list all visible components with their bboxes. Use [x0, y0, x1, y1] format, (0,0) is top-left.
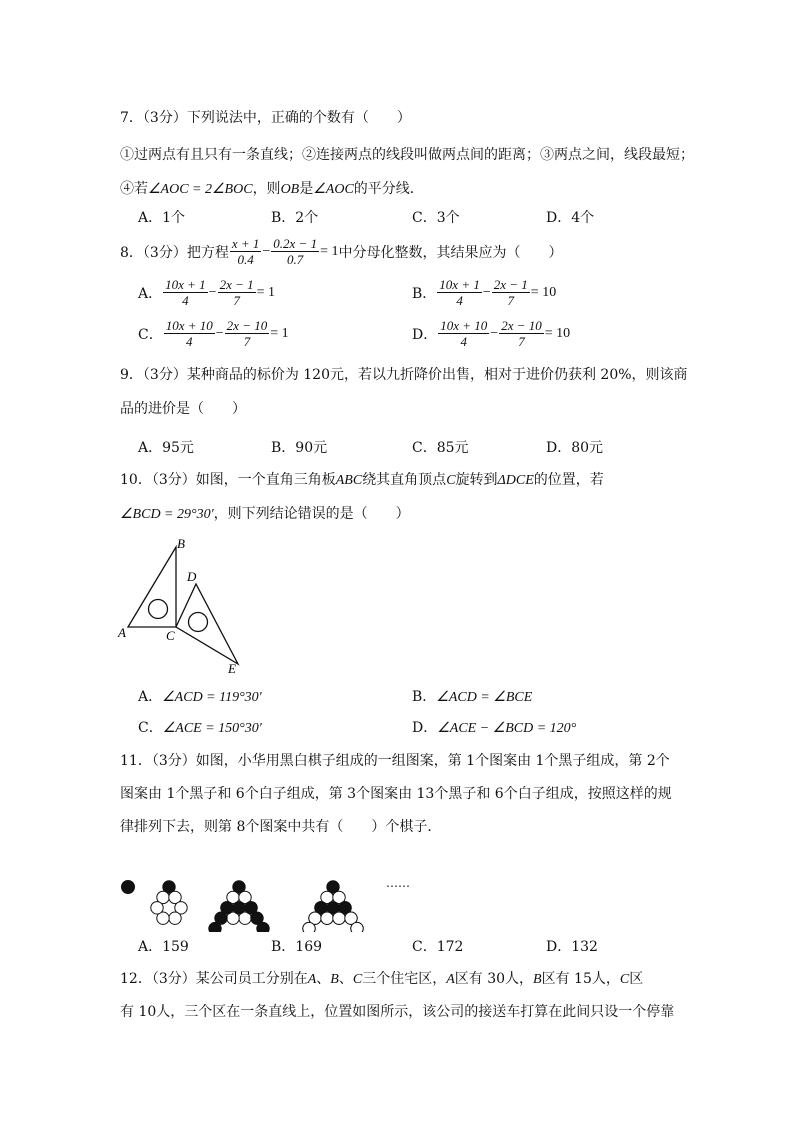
- black-stone: [215, 912, 227, 924]
- q11-ellipsis: ……: [386, 876, 410, 890]
- q10-a-label: A．: [138, 689, 163, 705]
- q7-line2-b: ，则: [252, 181, 281, 197]
- q8-d-d1: 4: [460, 334, 467, 349]
- q7-math-2: OB: [280, 182, 300, 197]
- q8-stem-a: 8．（3分）把方程: [120, 244, 229, 261]
- q12-line1-a: 12．（3分）某公司员工分别在: [120, 971, 308, 987]
- white-stone: [321, 912, 333, 924]
- black-stone: [122, 881, 135, 894]
- q7-option-c[interactable]: C．3个: [412, 210, 460, 226]
- q10-line2: [120, 503, 410, 523]
- q10-b-label: B．: [412, 689, 437, 705]
- q7-line2-c: 是: [299, 181, 314, 197]
- q8-c-d2: 7: [243, 334, 251, 349]
- q8-b-frac2: [492, 277, 530, 308]
- q10-a-math: ∠ACD = 119°30′: [162, 690, 262, 705]
- q8-c-frac2: [225, 318, 270, 349]
- q8-b-minus: −: [482, 284, 491, 300]
- q8-option-d[interactable]: [412, 318, 570, 349]
- triangle-abc: [128, 547, 176, 627]
- q9-option-d[interactable]: D．80元: [546, 440, 604, 456]
- q12-line1: [120, 968, 643, 988]
- q12-m-c: C: [352, 972, 363, 987]
- q10-line1-a: 10．（3分）如图，一个直角三角板: [120, 472, 336, 488]
- q7-line2-a: ④若: [120, 181, 148, 197]
- q10-d-label: D．: [412, 720, 438, 736]
- q8-b-label: B．: [412, 285, 437, 302]
- q10-b-math: ∠ACD = ∠BCE: [436, 690, 533, 705]
- q8-option-a[interactable]: [138, 277, 275, 308]
- q12-line1-b: 三个住宅区，: [362, 971, 447, 987]
- q10-math-dce: ΔDCE: [497, 473, 534, 488]
- q9-option-c[interactable]: C．85元: [412, 440, 469, 456]
- q10-option-b[interactable]: [412, 686, 532, 706]
- q12-line1-d: 区有 15人，: [541, 971, 620, 987]
- q12-sep2: 、: [338, 971, 353, 987]
- q10-math-abc: ABC: [335, 473, 363, 488]
- q8-d-minus: −: [490, 325, 499, 341]
- black-stone: [233, 902, 245, 914]
- triangle-abc-hole: [149, 600, 168, 619]
- label-e: E: [228, 661, 236, 676]
- q8-d-n2: 2x − 10: [501, 318, 542, 333]
- q8-option-c[interactable]: [138, 318, 289, 349]
- q12-m-c2: C: [619, 972, 630, 987]
- q8-minus: −: [262, 243, 271, 259]
- q12-line1-c: 区有 30人，: [454, 971, 534, 987]
- q10-option-d[interactable]: [412, 717, 576, 737]
- q8-a-frac2: [218, 277, 256, 308]
- q8-a-n1: 10x + 1: [165, 277, 206, 292]
- q9-option-b[interactable]: B．90元: [271, 440, 328, 456]
- q8-b-frac1: [437, 277, 482, 308]
- q8-fraction-1: [230, 236, 262, 267]
- q12-line1-e: 区: [629, 971, 644, 987]
- q10-line2-a: ，则下列结论错误的是（ ）: [213, 506, 410, 522]
- q9-line1: 9．（3分）某种商品的标价为 120元，若以九折降价出售，相对于进价仍获利 20%，则该商: [120, 367, 688, 383]
- q7-math-3: ∠AOC: [313, 182, 354, 197]
- white-stone: [169, 912, 181, 924]
- q8-d-d2: 7: [518, 334, 525, 349]
- q7-option-a[interactable]: A．1个: [138, 210, 186, 226]
- q10-line1: [120, 469, 604, 489]
- q8-a-label: A．: [138, 285, 163, 302]
- q8-c-n2: 2x − 10: [226, 318, 268, 333]
- q10-line1-d: 的位置，若: [533, 472, 604, 488]
- q10-d-math: ∠ACE − ∠BCD = 120°: [437, 721, 577, 736]
- q11-option-d[interactable]: D．132: [546, 939, 598, 955]
- q12-m-a: A: [307, 972, 317, 987]
- q10-c-label: C．: [138, 720, 163, 736]
- q8-b-n2: 2x − 1: [493, 277, 528, 292]
- q8-a-minus: −: [208, 284, 217, 300]
- q10-c-math: ∠ACE = 150°30′: [162, 721, 262, 736]
- q8-c-frac1: [164, 318, 215, 349]
- label-b: B: [177, 536, 185, 551]
- q8-b-d1: 4: [456, 293, 463, 308]
- triangle-dce-hole: [189, 613, 208, 632]
- q7-line1: ①过两点有且只有一条直线；②连接两点的线段叫做两点间的距离；③两点之间，线段最短；: [120, 147, 694, 163]
- q8-d-label: D．: [412, 326, 438, 343]
- q8-b-n1: 10x + 1: [439, 277, 480, 292]
- q8-c-d1: 4: [185, 334, 193, 349]
- q8-option-b[interactable]: [412, 277, 556, 308]
- q10-math-c: C: [446, 473, 456, 488]
- q11-line3: 律排列下去，则第 8个图案中共有（ ）个棋子．: [120, 819, 442, 835]
- q12-line2: 有 10人，三个区在一条直线上，位置如图所示，该公司的接送车打算在此间只设一个停靠: [120, 1004, 675, 1020]
- q10-option-a[interactable]: [138, 686, 262, 706]
- white-stone: [151, 902, 163, 914]
- q11-line2: 图案由 1个黑子和 6个白子组成，第 3个图案由 13个黑子和 6个白子组成，按照这样的规: [120, 786, 672, 802]
- q8-stem: [120, 236, 562, 267]
- q8-d-rhs: = 10: [544, 325, 571, 341]
- q8-c-rhs: = 1: [270, 325, 289, 341]
- q8-a-rhs: = 1: [256, 284, 276, 300]
- q8-f1-num: x + 1: [231, 236, 260, 251]
- q8-a-frac1: [163, 277, 208, 308]
- q8-d-n1: 10x + 10: [440, 318, 488, 333]
- label-c: C: [166, 628, 175, 643]
- q7-line2-d: 的平分线．: [353, 181, 424, 197]
- q11-option-c[interactable]: C．172: [412, 939, 464, 955]
- black-stone: [257, 922, 269, 932]
- q12-m-b: B: [330, 972, 339, 987]
- q11-line1: 11．（3分）如图，小华用黑白棋子组成的一组图案，第 1个图案由 1个黑子组成，第 2个: [120, 753, 670, 769]
- q12-m-b2: B: [533, 972, 542, 987]
- q8-fraction-2: [271, 236, 319, 267]
- q10-option-c[interactable]: [138, 717, 262, 737]
- q9-option-a[interactable]: A．95元: [138, 440, 194, 456]
- q10-line1-b: 绕其直角顶点: [362, 472, 447, 488]
- q8-c-label: C．: [138, 326, 163, 343]
- q8-f1-den: 0.4: [237, 252, 254, 267]
- q7-stem: 7．（3分）下列说法中，正确的个数有（ ）: [120, 110, 411, 126]
- white-stone: [333, 912, 345, 924]
- q8-b-d2: 7: [507, 293, 515, 308]
- q7-option-b[interactable]: B．2个: [271, 210, 319, 226]
- q8-d-frac1: [438, 318, 489, 349]
- q10-triangle-figure: [110, 532, 260, 677]
- q8-eq: = 1: [320, 243, 339, 259]
- white-stone: [351, 922, 363, 932]
- q12-sep1: 、: [316, 971, 331, 987]
- white-stone: [303, 922, 315, 932]
- q8-c-minus: −: [215, 325, 224, 341]
- q11-stone-patterns: [112, 842, 412, 932]
- q7-option-d[interactable]: D．4个: [546, 210, 595, 226]
- label-d: D: [187, 569, 197, 584]
- q10-line1-c: 旋转到: [455, 472, 498, 488]
- q8-d-frac2: [499, 318, 544, 349]
- q7-math-1: ∠AOC = 2∠BOC: [148, 182, 253, 197]
- q8-b-rhs: = 10: [530, 284, 557, 300]
- q7-line2: [120, 178, 424, 198]
- q11-option-a[interactable]: A．159: [138, 939, 189, 955]
- q8-f2-den: 0.7: [287, 252, 304, 267]
- q8-f2-num: 0.2x − 1: [273, 236, 318, 251]
- q8-c-n1: 10x + 10: [165, 318, 213, 333]
- q8-stem-b: 中分母化整数，其结果应为（ ）: [338, 244, 563, 261]
- q8-a-n2: 2x − 1: [219, 277, 254, 292]
- q8-a-d1: 4: [182, 293, 189, 308]
- q11-option-b[interactable]: B．169: [271, 939, 323, 955]
- label-a: A: [118, 625, 126, 640]
- q9-line2: 品的进价是（ ）: [120, 401, 246, 417]
- q12-m-a2: A: [446, 972, 455, 987]
- q10-math-bcd: ∠BCD = 29°30′: [120, 507, 214, 522]
- q8-a-d2: 7: [233, 293, 240, 308]
